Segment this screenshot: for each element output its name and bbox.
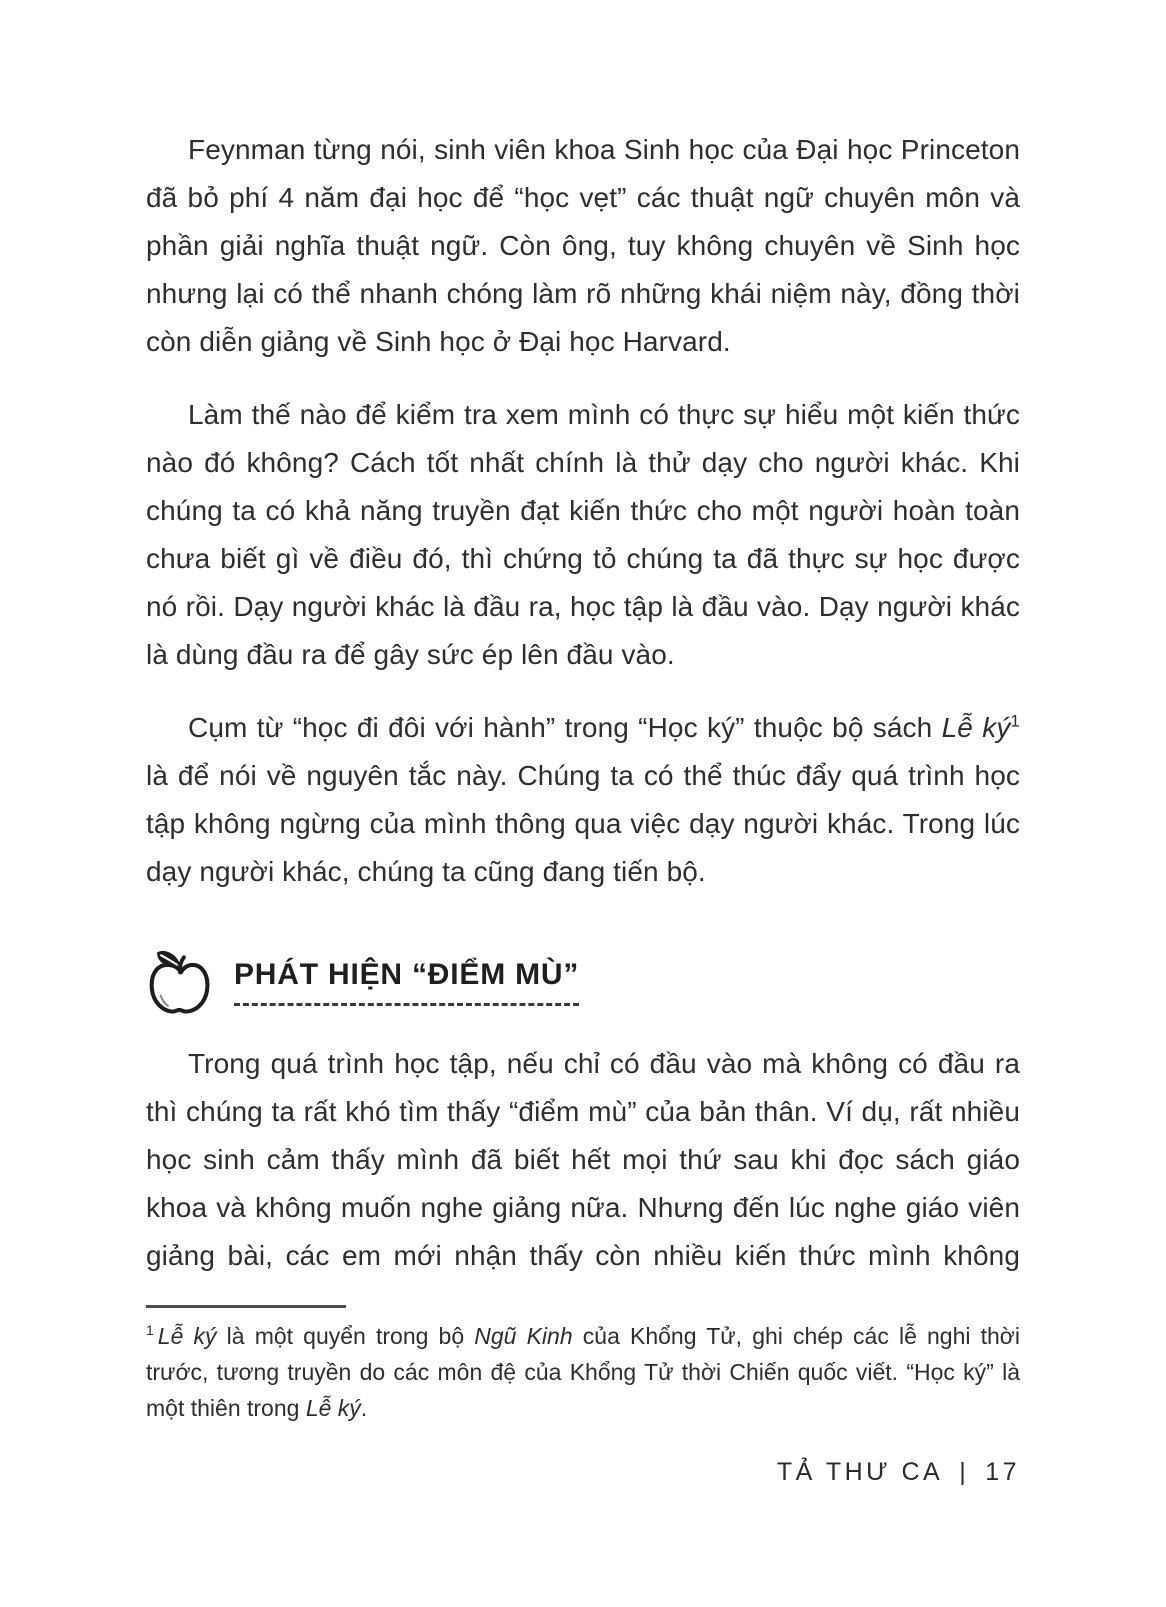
paragraph-text-segment: Cụm từ “học đi đôi với hành” trong “Học ký” thuộc bộ sách — [188, 712, 942, 743]
footnote-marker: 1 — [146, 1322, 154, 1339]
footnote-text-segment: là một quyển trong bộ — [216, 1323, 475, 1349]
section-title: PHÁT HIỆN “ĐIỂM MÙ” — [234, 958, 579, 1006]
footnote-text-segment: của Khổng Tử, ghi chép các lễ nghi thời trước, tương truyền do các môn đệ của Khổng Tử thời Chiến quốc viết. “Học ký” là một thiên trong — [146, 1323, 1020, 1421]
footnote-book-title-italic: Lễ ký — [157, 1323, 217, 1349]
paragraph-text-segment: là để nói về nguyên tắc này. Chúng ta có thể thúc đẩy quá trình học tập không ngừng của mình thông qua việc dạy người khác. Trong lúc dạy người khác, chúng ta cũng đang tiến bộ. — [146, 760, 1020, 887]
running-title: TẢ THƯ CA — [776, 1458, 944, 1486]
paragraph-teaching-test: Làm thế nào để kiểm tra xem mình có thực sự hiểu một kiến thức nào đó không? Cách tốt nhất chính là thử dạy cho người khác. Khi chúng ta có khả năng truyền đạt kiến thức cho một người hoàn toàn chưa biết gì về điều đó, thì chứng tỏ chúng ta đã thực sự học được nó rồi. Dạy người khác là đầu ra, học tập là đầu vào. Dạy người khác là dùng đầu ra để gây sức ép lên đầu vào. — [146, 399, 1020, 670]
footnote-separator — [146, 1305, 346, 1308]
page-number: 17 — [985, 1458, 1020, 1486]
footer-separator: | — [959, 1458, 970, 1486]
apple-icon — [146, 950, 216, 1014]
footnote-book-title-italic: Ngũ Kinh — [474, 1323, 573, 1349]
section-heading — [146, 950, 1020, 1014]
footnote-reference: 1 — [1010, 711, 1020, 731]
book-title-italic: Lễ ký — [941, 712, 1011, 743]
paragraph-blind-spot: Trong quá trình học tập, nếu chỉ có đầu vào mà không có đầu ra thì chúng ta rất khó tìm thấy “điểm mù” của bản thân. Ví dụ, rất nhiều học sinh cảm thấy mình đã biết hết mọi thứ sau khi đọc sách giáo khoa và không muốn nghe giảng nữa. Nhưng đến lúc nghe giáo viên giảng bài, các em mới nhận thấy còn nhiều kiến thức mình không — [146, 1048, 1020, 1271]
page-footer — [777, 1458, 1020, 1487]
footnote — [146, 1318, 1020, 1426]
paragraph-feynman: Feynman từng nói, sinh viên khoa Sinh học của Đại học Princeton đã bỏ phí 4 năm đại học để “học vẹt” các thuật ngữ chuyên môn và phần giải nghĩa thuật ngữ. Còn ông, tuy không chuyên về Sinh học nhưng lại có thể nhanh chóng làm rõ những khái niệm này, đồng thời còn diễn giảng về Sinh học ở Đại học Harvard. — [146, 134, 1020, 357]
footnote-text-segment: . — [360, 1395, 368, 1421]
page-content — [146, 126, 1020, 1426]
paragraph-hoc-ky — [146, 704, 1020, 896]
footnote-book-title-italic: Lễ ký — [305, 1395, 361, 1421]
